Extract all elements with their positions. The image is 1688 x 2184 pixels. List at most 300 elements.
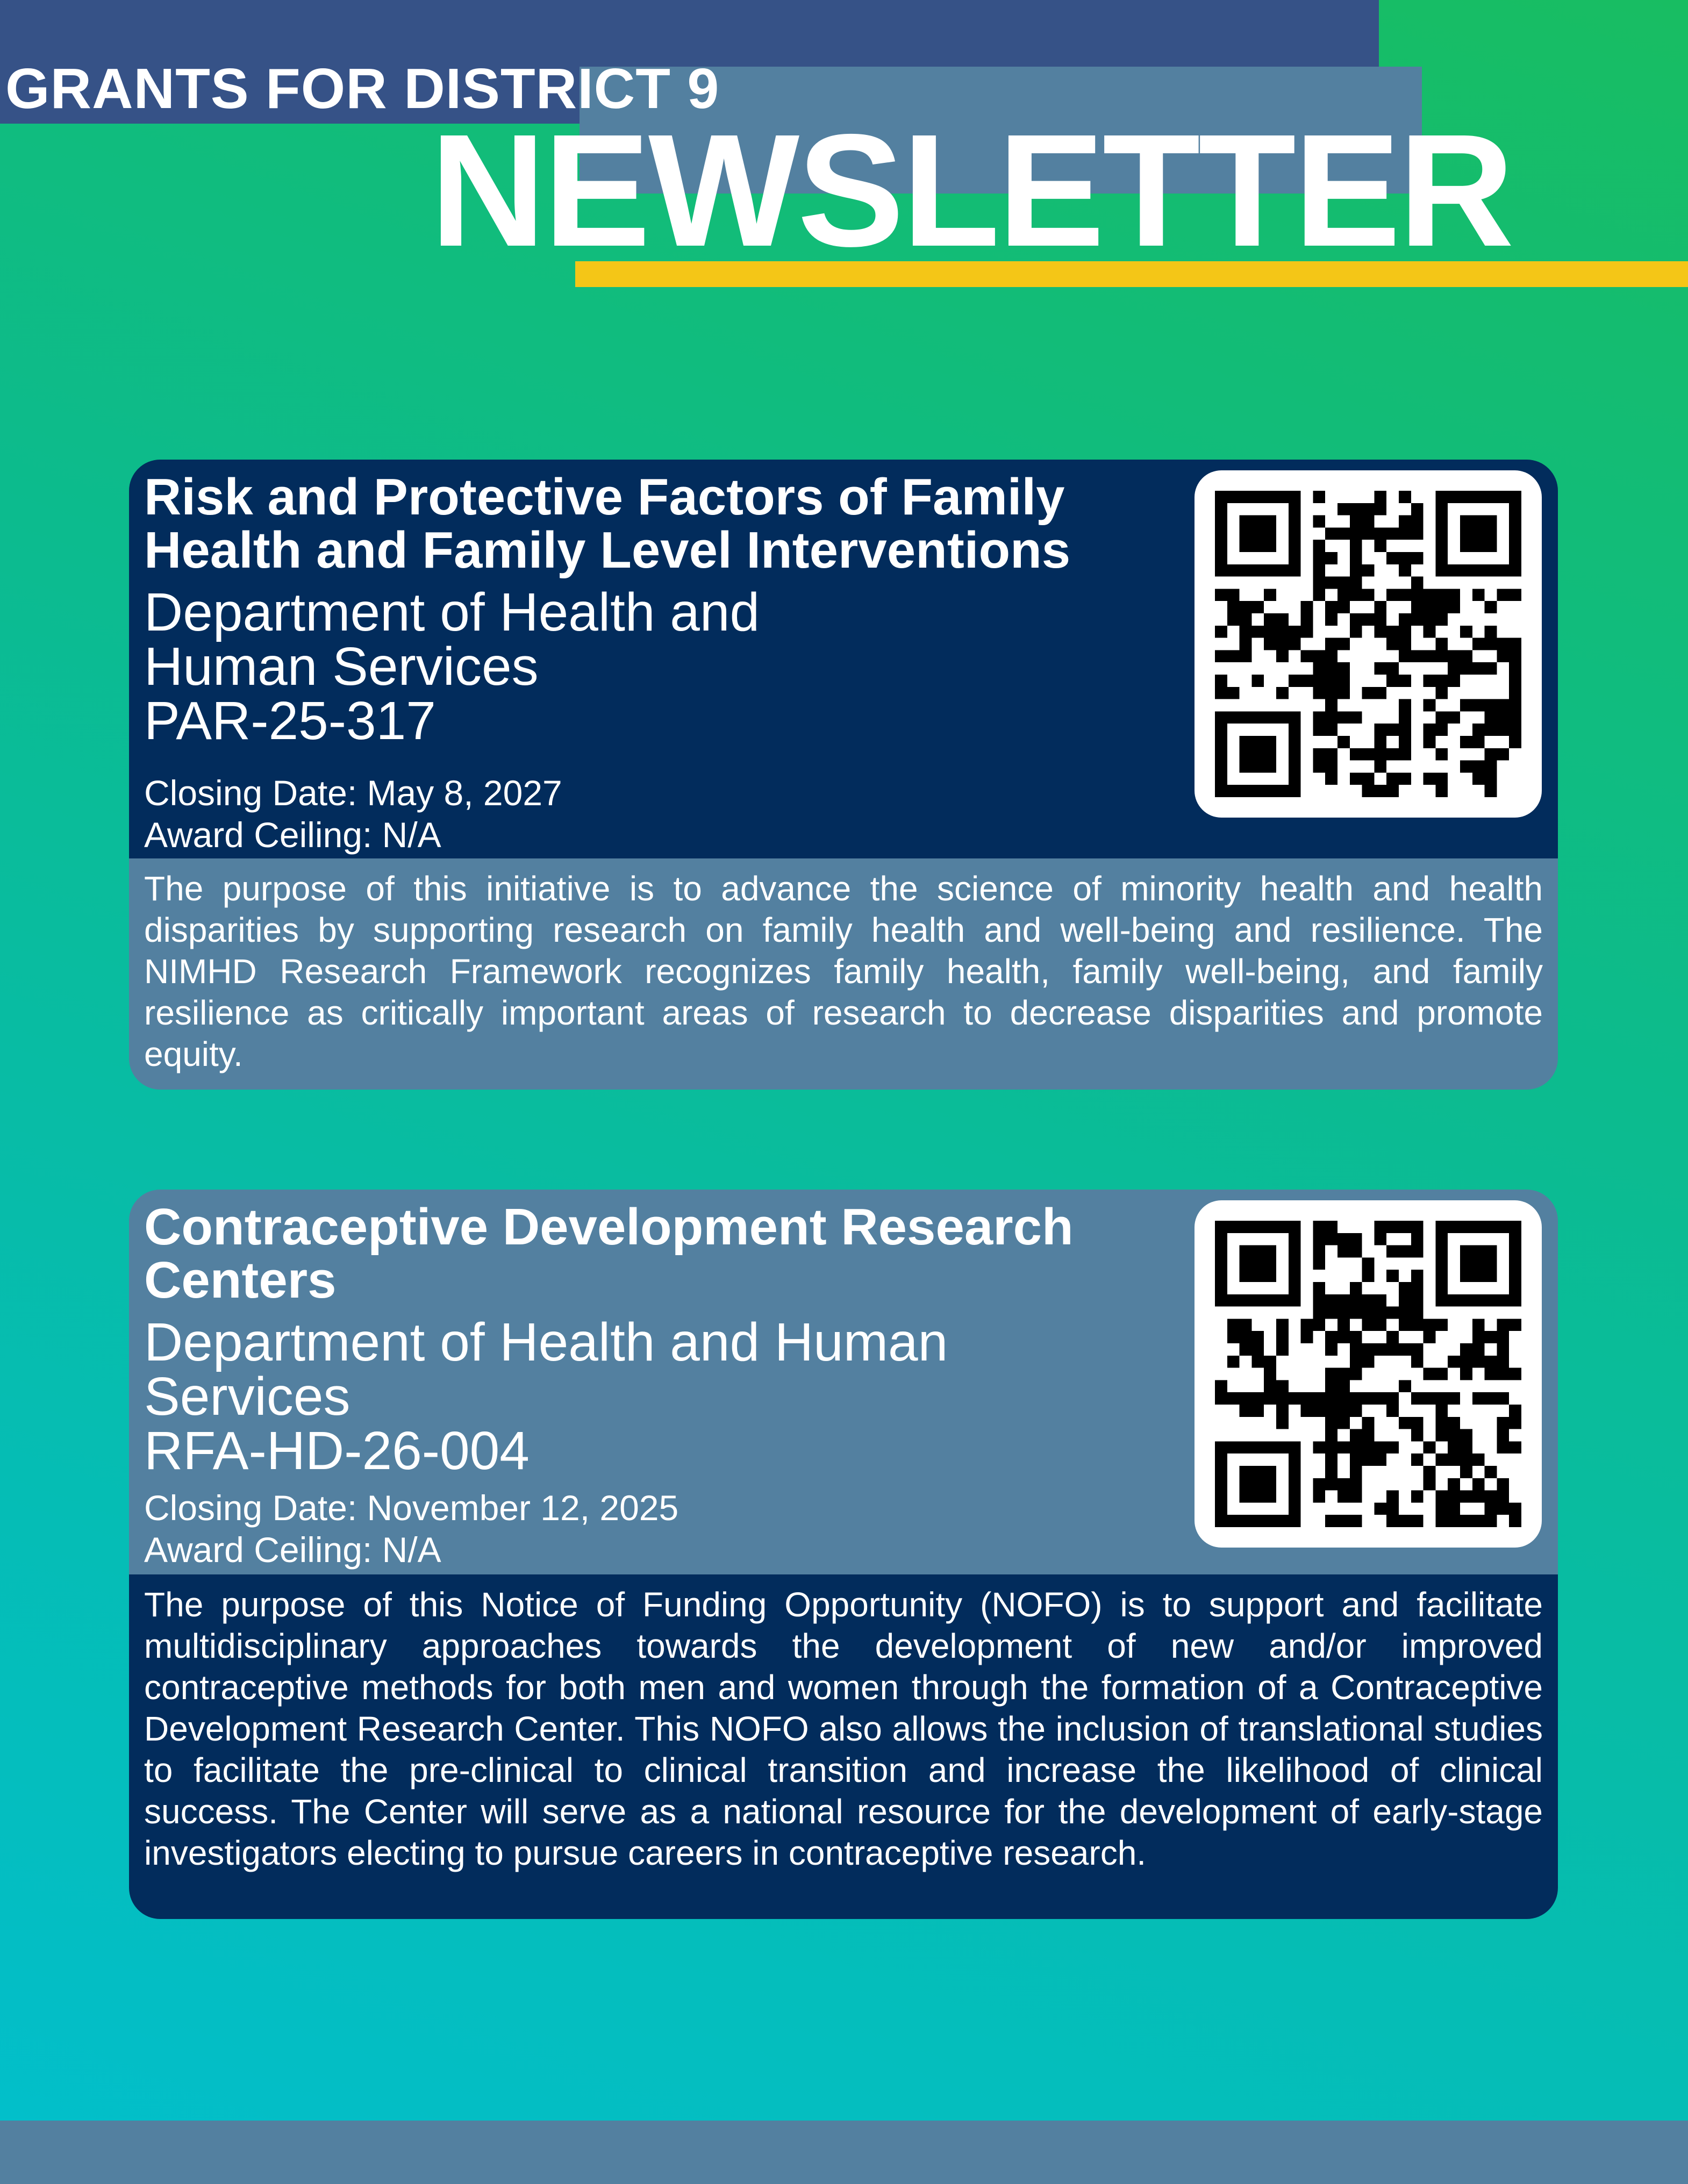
qr-module xyxy=(1374,736,1386,748)
qr-module xyxy=(1276,638,1289,650)
qr-module xyxy=(1460,1245,1472,1258)
qr-module xyxy=(1289,515,1301,528)
qr-module xyxy=(1240,761,1252,773)
qr-module xyxy=(1215,1515,1227,1527)
qr-module xyxy=(1325,1453,1337,1466)
qr-module xyxy=(1325,699,1337,712)
qr-module xyxy=(1227,601,1240,613)
qr-module xyxy=(1435,515,1448,528)
qr-module xyxy=(1251,1343,1264,1356)
qr-module xyxy=(1448,1453,1460,1466)
qr-module xyxy=(1485,1515,1497,1527)
qr-module xyxy=(1215,748,1227,761)
qr-module xyxy=(1251,1270,1264,1282)
qr-module xyxy=(1227,785,1240,797)
qr-module xyxy=(1374,1319,1386,1331)
qr-module xyxy=(1509,1257,1521,1270)
qr-module xyxy=(1350,1515,1362,1527)
qr-module xyxy=(1215,540,1227,552)
qr-module xyxy=(1472,1453,1485,1466)
qr-module xyxy=(1497,1478,1509,1491)
qr-module xyxy=(1337,589,1350,601)
newsletter-kicker: GRANTS FOR DISTRICT 9 xyxy=(5,57,720,120)
qr-module xyxy=(1337,1233,1350,1245)
qr-module xyxy=(1362,589,1375,601)
qr-module xyxy=(1435,491,1448,503)
qr-module xyxy=(1509,491,1521,503)
qr-module xyxy=(1215,772,1227,785)
qr-module xyxy=(1386,1245,1399,1258)
qr-module xyxy=(1251,675,1264,687)
qr-module xyxy=(1399,772,1411,785)
qr-module xyxy=(1313,1257,1325,1270)
qr-module xyxy=(1313,650,1325,662)
qr-module xyxy=(1411,1307,1424,1319)
grant-card-2-description-panel xyxy=(129,1574,1558,1919)
qr-module xyxy=(1509,1441,1521,1453)
qr-module xyxy=(1386,638,1399,650)
qr-module xyxy=(1337,1380,1350,1392)
grant-card-2-header xyxy=(129,1190,1558,1574)
qr-module xyxy=(1386,724,1399,736)
qr-module xyxy=(1472,1478,1485,1491)
qr-module xyxy=(1264,540,1276,552)
qr-module xyxy=(1337,1392,1350,1405)
qr-module xyxy=(1460,491,1472,503)
qr-module xyxy=(1240,613,1252,626)
qr-module xyxy=(1325,613,1337,626)
qr-module xyxy=(1497,1356,1509,1368)
qr-module xyxy=(1399,564,1411,577)
qr-module xyxy=(1289,711,1301,724)
qr-module xyxy=(1251,1331,1264,1343)
qr-module xyxy=(1460,736,1472,748)
qr-module xyxy=(1485,1331,1497,1343)
qr-module xyxy=(1460,626,1472,638)
qr-module xyxy=(1435,785,1448,797)
qr-module xyxy=(1251,1257,1264,1270)
qr-module xyxy=(1301,1319,1313,1331)
qr-module xyxy=(1264,613,1276,626)
qr-module xyxy=(1497,650,1509,662)
qr-module xyxy=(1289,1502,1301,1515)
qr-module xyxy=(1386,1491,1399,1503)
qr-module xyxy=(1350,1405,1362,1417)
qr-module xyxy=(1497,724,1509,736)
qr-module xyxy=(1460,650,1472,662)
qr-module xyxy=(1227,1294,1240,1307)
qr-module xyxy=(1485,1356,1497,1368)
qr-module xyxy=(1264,1294,1276,1307)
qr-module xyxy=(1276,613,1289,626)
qr-module xyxy=(1276,1221,1289,1233)
qr-module xyxy=(1485,1466,1497,1478)
qr-module xyxy=(1435,1233,1448,1245)
qr-module xyxy=(1264,1356,1276,1368)
qr-module xyxy=(1411,1245,1424,1258)
qr-module xyxy=(1325,527,1337,540)
qr-module xyxy=(1362,564,1375,577)
qr-module xyxy=(1350,564,1362,577)
qr-module xyxy=(1472,540,1485,552)
qr-module xyxy=(1448,1221,1460,1233)
qr-module xyxy=(1251,527,1264,540)
qr-code-icon[interactable] xyxy=(1195,470,1542,818)
qr-module xyxy=(1289,736,1301,748)
qr-module xyxy=(1276,1417,1289,1429)
qr-module xyxy=(1435,601,1448,613)
qr-module xyxy=(1448,1429,1460,1442)
qr-module xyxy=(1325,1221,1337,1233)
qr-module xyxy=(1264,748,1276,761)
qr-module xyxy=(1240,515,1252,528)
qr-module xyxy=(1399,626,1411,638)
qr-module xyxy=(1337,1405,1350,1417)
qr-module xyxy=(1289,1478,1301,1491)
qr-module xyxy=(1313,540,1325,552)
qr-module xyxy=(1448,564,1460,577)
qr-module xyxy=(1472,1257,1485,1270)
qr-module xyxy=(1337,711,1350,724)
qr-module xyxy=(1448,1392,1460,1405)
qr-module xyxy=(1411,515,1424,528)
qr-module xyxy=(1399,1245,1411,1258)
qr-module xyxy=(1485,1502,1497,1515)
qr-module xyxy=(1325,675,1337,687)
qr-module xyxy=(1337,662,1350,675)
qr-module xyxy=(1362,748,1375,761)
qr-module xyxy=(1240,1294,1252,1307)
qr-module xyxy=(1289,1245,1301,1258)
qr-module xyxy=(1509,1515,1521,1527)
qr-module xyxy=(1325,1331,1337,1343)
qr-module xyxy=(1215,1270,1227,1282)
qr-module xyxy=(1448,1356,1460,1368)
qr-module xyxy=(1497,1319,1509,1331)
qr-module xyxy=(1325,552,1337,564)
grant-closing-date: Closing Date: November 12, 2025 xyxy=(144,1488,679,1528)
qr-module xyxy=(1411,1453,1424,1466)
qr-module xyxy=(1289,1282,1301,1294)
qr-module xyxy=(1472,1221,1485,1233)
qr-module xyxy=(1411,1319,1424,1331)
qr-module xyxy=(1227,711,1240,724)
qr-module xyxy=(1264,1245,1276,1258)
grant-number: RFA-HD-26-004 xyxy=(144,1421,530,1481)
qr-module xyxy=(1424,1331,1436,1343)
qr-module xyxy=(1435,675,1448,687)
qr-module xyxy=(1215,527,1227,540)
qr-module xyxy=(1350,1429,1362,1442)
qr-module xyxy=(1424,613,1436,626)
qr-module xyxy=(1289,772,1301,785)
qr-module xyxy=(1386,1270,1399,1282)
qr-module xyxy=(1424,626,1436,638)
qr-module xyxy=(1264,515,1276,528)
qr-module xyxy=(1313,1441,1325,1453)
qr-module xyxy=(1362,1429,1375,1442)
qr-module xyxy=(1509,736,1521,748)
qr-module xyxy=(1435,687,1448,699)
qr-module xyxy=(1435,1453,1448,1466)
qr-module xyxy=(1386,626,1399,638)
qr-module xyxy=(1374,662,1386,675)
qr-module xyxy=(1264,1270,1276,1282)
qr-module xyxy=(1411,1270,1424,1282)
qr-module xyxy=(1215,1392,1227,1405)
qr-module xyxy=(1448,601,1460,613)
qr-module xyxy=(1325,1515,1337,1527)
qr-module xyxy=(1472,1319,1485,1331)
qr-module xyxy=(1350,1307,1362,1319)
qr-module xyxy=(1497,1294,1509,1307)
qr-module xyxy=(1350,772,1362,785)
qr-module xyxy=(1497,638,1509,650)
grant-card-1-description-panel xyxy=(129,858,1558,1090)
qr-module xyxy=(1337,675,1350,687)
qr-module xyxy=(1497,1368,1509,1380)
qr-module xyxy=(1472,761,1485,773)
qr-module xyxy=(1362,772,1375,785)
qr-module xyxy=(1362,1417,1375,1429)
qr-module xyxy=(1497,1417,1509,1429)
qr-module xyxy=(1227,1392,1240,1405)
qr-module xyxy=(1337,1368,1350,1380)
qr-module xyxy=(1448,675,1460,687)
qr-module xyxy=(1337,1441,1350,1453)
qr-module xyxy=(1362,1319,1375,1331)
qr-module xyxy=(1435,711,1448,724)
qr-module xyxy=(1362,1356,1375,1368)
qr-module xyxy=(1301,601,1313,613)
qr-module xyxy=(1374,527,1386,540)
qr-code-graphic xyxy=(1215,491,1521,797)
qr-module xyxy=(1374,1233,1386,1245)
qr-module xyxy=(1509,1294,1521,1307)
qr-module xyxy=(1472,527,1485,540)
qr-module xyxy=(1301,1331,1313,1343)
qr-module xyxy=(1325,650,1337,662)
qr-module xyxy=(1227,687,1240,699)
qr-module xyxy=(1240,564,1252,577)
qr-module xyxy=(1325,1466,1337,1478)
qr-module xyxy=(1411,552,1424,564)
qr-module xyxy=(1424,1368,1436,1380)
qr-module xyxy=(1374,1221,1386,1233)
qr-module xyxy=(1374,724,1386,736)
qr-module xyxy=(1411,601,1424,613)
qr-module xyxy=(1251,1356,1264,1368)
qr-module xyxy=(1411,1356,1424,1368)
qr-module xyxy=(1472,1270,1485,1282)
qr-module xyxy=(1240,1405,1252,1417)
qr-module xyxy=(1240,1331,1252,1343)
qr-module xyxy=(1472,724,1485,736)
qr-module xyxy=(1313,711,1325,724)
qr-module xyxy=(1325,1478,1337,1491)
qr-module xyxy=(1313,1282,1325,1294)
qr-module xyxy=(1460,527,1472,540)
qr-module xyxy=(1264,1441,1276,1453)
qr-module xyxy=(1276,1319,1289,1331)
grant-title: Risk and Protective Factors of Family Health and Family Level Interventions xyxy=(144,468,1071,579)
qr-module xyxy=(1424,650,1436,662)
qr-module xyxy=(1313,1245,1325,1258)
qr-module xyxy=(1264,1380,1276,1392)
qr-module xyxy=(1301,613,1313,626)
qr-module xyxy=(1399,1294,1411,1307)
qr-code-icon[interactable] xyxy=(1195,1200,1542,1548)
qr-module xyxy=(1472,491,1485,503)
qr-module xyxy=(1325,1417,1337,1429)
qr-module xyxy=(1374,1502,1386,1515)
qr-module xyxy=(1386,1331,1399,1343)
qr-module xyxy=(1435,1405,1448,1417)
qr-module xyxy=(1435,650,1448,662)
qr-module xyxy=(1424,736,1436,748)
qr-module xyxy=(1374,1307,1386,1319)
qr-module xyxy=(1251,626,1264,638)
qr-module xyxy=(1350,626,1362,638)
qr-module xyxy=(1497,1491,1509,1503)
qr-module xyxy=(1460,662,1472,675)
qr-module xyxy=(1509,699,1521,712)
qr-module xyxy=(1264,1392,1276,1405)
qr-module xyxy=(1215,1294,1227,1307)
qr-module xyxy=(1386,772,1399,785)
qr-module xyxy=(1227,1221,1240,1233)
qr-module xyxy=(1350,1233,1362,1245)
qr-module xyxy=(1399,736,1411,748)
qr-module xyxy=(1289,761,1301,773)
qr-module xyxy=(1460,1491,1472,1503)
qr-module xyxy=(1350,1331,1362,1343)
qr-module xyxy=(1362,1294,1375,1307)
qr-module xyxy=(1251,564,1264,577)
qr-module xyxy=(1325,1441,1337,1453)
qr-module xyxy=(1509,650,1521,662)
qr-module xyxy=(1264,711,1276,724)
qr-module xyxy=(1386,675,1399,687)
qr-module xyxy=(1350,589,1362,601)
qr-module xyxy=(1251,601,1264,613)
qr-module xyxy=(1460,515,1472,528)
qr-module xyxy=(1313,564,1325,577)
qr-module xyxy=(1472,772,1485,785)
qr-module xyxy=(1460,1356,1472,1368)
qr-module xyxy=(1435,540,1448,552)
qr-module xyxy=(1251,515,1264,528)
qr-module xyxy=(1264,1221,1276,1233)
qr-module xyxy=(1276,1331,1289,1343)
qr-module xyxy=(1386,785,1399,797)
qr-module xyxy=(1215,1502,1227,1515)
qr-module xyxy=(1215,736,1227,748)
qr-module xyxy=(1251,1245,1264,1258)
qr-module xyxy=(1386,662,1399,675)
qr-module xyxy=(1337,1245,1350,1258)
qr-module xyxy=(1472,589,1485,601)
qr-module xyxy=(1325,724,1337,736)
qr-module xyxy=(1276,1294,1289,1307)
qr-module xyxy=(1448,491,1460,503)
qr-module xyxy=(1289,1453,1301,1466)
qr-module xyxy=(1227,650,1240,662)
qr-module xyxy=(1313,1491,1325,1503)
qr-module xyxy=(1374,491,1386,503)
qr-module xyxy=(1435,1294,1448,1307)
qr-module xyxy=(1411,1233,1424,1245)
qr-module xyxy=(1509,638,1521,650)
qr-module xyxy=(1301,650,1313,662)
qr-module xyxy=(1509,527,1521,540)
qr-module xyxy=(1485,601,1497,613)
qr-module xyxy=(1215,761,1227,773)
qr-module xyxy=(1386,1515,1399,1527)
qr-module xyxy=(1460,1466,1472,1478)
qr-module xyxy=(1301,1405,1313,1417)
qr-module xyxy=(1264,527,1276,540)
qr-module xyxy=(1325,1380,1337,1392)
qr-module xyxy=(1325,772,1337,785)
qr-module xyxy=(1509,1245,1521,1258)
qr-module xyxy=(1509,711,1521,724)
qr-module xyxy=(1485,564,1497,577)
qr-module xyxy=(1251,736,1264,748)
qr-module xyxy=(1399,1282,1411,1294)
qr-module xyxy=(1240,1270,1252,1282)
qr-module xyxy=(1411,527,1424,540)
qr-module xyxy=(1435,1392,1448,1405)
qr-module xyxy=(1472,638,1485,650)
grant-number: PAR-25-317 xyxy=(144,691,436,751)
qr-module xyxy=(1325,1343,1337,1356)
qr-module xyxy=(1276,650,1289,662)
qr-module xyxy=(1289,552,1301,564)
qr-module xyxy=(1435,1368,1448,1380)
qr-module xyxy=(1497,748,1509,761)
qr-module xyxy=(1448,1294,1460,1307)
qr-module xyxy=(1424,1319,1436,1331)
qr-module xyxy=(1289,724,1301,736)
qr-module xyxy=(1435,527,1448,540)
qr-module xyxy=(1337,1307,1350,1319)
qr-module xyxy=(1240,601,1252,613)
qr-module xyxy=(1325,1429,1337,1442)
qr-module xyxy=(1313,675,1325,687)
qr-module xyxy=(1374,626,1386,638)
qr-module xyxy=(1240,626,1252,638)
qr-module xyxy=(1313,1319,1325,1331)
qr-module xyxy=(1289,503,1301,515)
qr-module xyxy=(1337,736,1350,748)
qr-module xyxy=(1215,1257,1227,1270)
qr-module xyxy=(1435,564,1448,577)
qr-module xyxy=(1485,491,1497,503)
qr-module xyxy=(1472,1392,1485,1405)
qr-module xyxy=(1215,1478,1227,1491)
qr-module xyxy=(1362,613,1375,626)
qr-module xyxy=(1399,1417,1411,1429)
qr-module xyxy=(1411,577,1424,589)
qr-module xyxy=(1215,1491,1227,1503)
qr-module xyxy=(1460,1294,1472,1307)
qr-module xyxy=(1399,589,1411,601)
qr-module xyxy=(1485,626,1497,638)
qr-module xyxy=(1435,1429,1448,1442)
qr-module xyxy=(1215,1466,1227,1478)
qr-module xyxy=(1215,589,1227,601)
